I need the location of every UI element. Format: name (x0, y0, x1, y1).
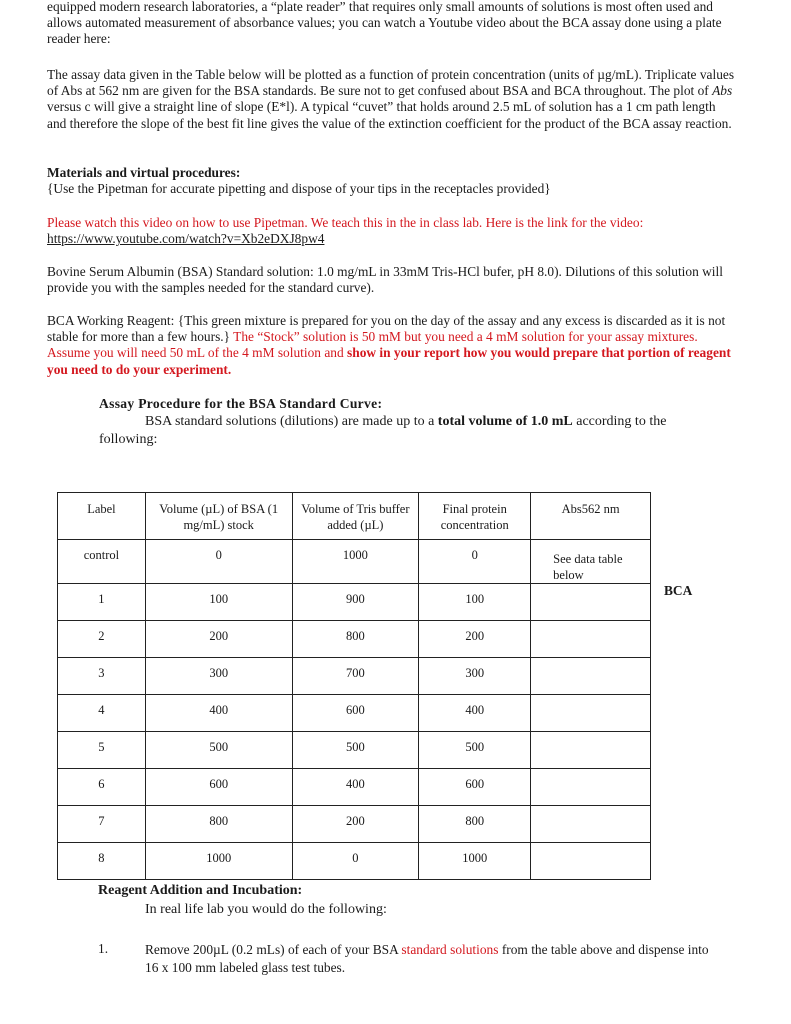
cell-abs (531, 732, 651, 769)
cell-concentration: 800 (419, 806, 531, 843)
cell-abs (531, 843, 651, 880)
bsa-standard-table (57, 492, 651, 880)
cell-label: 8 (58, 843, 146, 880)
table-row (58, 732, 651, 769)
cell-bsa-volume: 1000 (145, 843, 292, 880)
table-row (58, 769, 651, 806)
cell-label: 3 (58, 658, 146, 695)
cell-concentration: 200 (419, 621, 531, 658)
cell-tris-volume: 500 (292, 732, 419, 769)
cell-tris-volume: 600 (292, 695, 419, 732)
table-row (58, 695, 651, 732)
intro-paragraph: equipped modern research laboratories, a “plate reader” that requires only small amounts of solutions is most often used and allows automated measurement of absorbance values; you can watch a Youtube video about the BCA assay done using a plate reader here: (47, 0, 722, 47)
cell-label: 4 (58, 695, 146, 732)
cell-label: 2 (58, 621, 146, 658)
cell-abs (531, 584, 651, 621)
cell-tris-volume: 400 (292, 769, 419, 806)
reagent-addition-subtitle: In real life lab you would do the following: (145, 902, 387, 917)
table-header-row (58, 493, 651, 540)
cell-bsa-volume: 400 (145, 695, 292, 732)
header-label: Label (58, 493, 146, 540)
header-bsa-volume: Volume (µL) of BSA (1 mg/mL) stock (145, 493, 292, 540)
cell-concentration: 400 (419, 695, 531, 732)
cell-bsa-volume: 600 (145, 769, 292, 806)
cell-label: 5 (58, 732, 146, 769)
cell-tris-volume: 200 (292, 806, 419, 843)
cell-label: control (58, 540, 146, 584)
video-paragraph (47, 215, 737, 247)
cell-abs-note: See data table below (531, 540, 651, 584)
bca-side-label: BCA (664, 583, 693, 598)
table-row (58, 584, 651, 621)
bca-reagent-paragraph: BCA Working Reagent: {This green mixture is prepared for you on the day of the assay and any excess is discarded as it is not stable for more than a few hours.} The “Stock” solution is 50 mM but you need a 4 mM solution for your assay mixtures. Assume you will need 50 mL of the 4 mM solution and show in your report how you would prepare that portion of reagent you need to do your experiment. (47, 313, 731, 377)
cell-tris-volume: 900 (292, 584, 419, 621)
abs-italic: Abs (712, 83, 733, 99)
cell-bsa-volume: 500 (145, 732, 292, 769)
cell-bsa-volume: 200 (145, 621, 292, 658)
cell-concentration: 100 (419, 584, 531, 621)
video-instruction: Please watch this video on how to use Pipetman. We teach this in the in class lab. Here is the link for the video: (47, 215, 644, 230)
pipetman-note: {Use the Pipetman for accurate pipetting and dispose of your tips in the receptacles provided} (47, 181, 551, 197)
materials-section (47, 165, 737, 197)
bsa-standard-paragraph: Bovine Serum Albumin (BSA) Standard solution: 1.0 mg/mL in 33mM Tris-HCl bufer, pH 8.0). Dilutions of this solution will provide you with the samples needed for the standard curve). (47, 264, 723, 296)
step-number: 1. (98, 941, 109, 956)
cell-label: 1 (58, 584, 146, 621)
cell-tris-volume: 1000 (292, 540, 419, 584)
cell-bsa-volume: 100 (145, 584, 292, 621)
cell-tris-volume: 700 (292, 658, 419, 695)
cell-tris-volume: 800 (292, 621, 419, 658)
reagent-addition-title: Reagent Addition and Incubation: (98, 883, 303, 898)
video-link[interactable]: https://www.youtube.com/watch?v=Xb2eDXJ8pw4 (47, 231, 325, 247)
cell-concentration: 600 (419, 769, 531, 806)
cell-abs (531, 658, 651, 695)
cell-abs (531, 695, 651, 732)
header-final-concentration: Final protein concentration (419, 493, 531, 540)
step-text: Remove 200µL (0.2 mLs) of each of your BSA standard solutions from the table above and dispense into 16 x 100 mm labeled glass test tubes. (145, 942, 709, 975)
cell-label: 7 (58, 806, 146, 843)
cell-concentration: 0 (419, 540, 531, 584)
header-abs562: Abs562 nm (531, 493, 651, 540)
cell-concentration: 500 (419, 732, 531, 769)
cell-bsa-volume: 300 (145, 658, 292, 695)
cell-tris-volume: 0 (292, 843, 419, 880)
procedure-text: BSA standard solutions (dilutions) are made up to a total volume of 1.0 mL according to the following: (99, 414, 667, 447)
cell-abs (531, 806, 651, 843)
materials-heading: Materials and virtual procedures: (47, 165, 241, 180)
header-tris-volume: Volume of Tris buffer added (µL) (292, 493, 419, 540)
cell-bsa-volume: 0 (145, 540, 292, 584)
cell-abs (531, 621, 651, 658)
cell-concentration: 1000 (419, 843, 531, 880)
table-row (58, 658, 651, 695)
table-row (58, 540, 651, 584)
cell-bsa-volume: 800 (145, 806, 292, 843)
cell-abs (531, 769, 651, 806)
table-row (58, 621, 651, 658)
table-row (58, 806, 651, 843)
table-row (58, 843, 651, 880)
assay-data-paragraph: The assay data given in the Table below will be plotted as a function of protein concentration (units of µg/mL). Triplicate values of Abs at 562 nm are given for the BSA standards. Be sure not to get confused about BSA and BCA throughout. The plot of Abs versus c will give a straight line of slope (E*l). A typical “cuvet” that holds around 2.5 mL of solution has a 1 cm path length and therefore the slope of the best fit line gives the value of the extinction coefficient for the product of the BCA assay reaction. (47, 67, 735, 131)
procedure-title: Assay Procedure for the BSA Standard Curve: (99, 396, 383, 411)
cell-label: 6 (58, 769, 146, 806)
cell-concentration: 300 (419, 658, 531, 695)
